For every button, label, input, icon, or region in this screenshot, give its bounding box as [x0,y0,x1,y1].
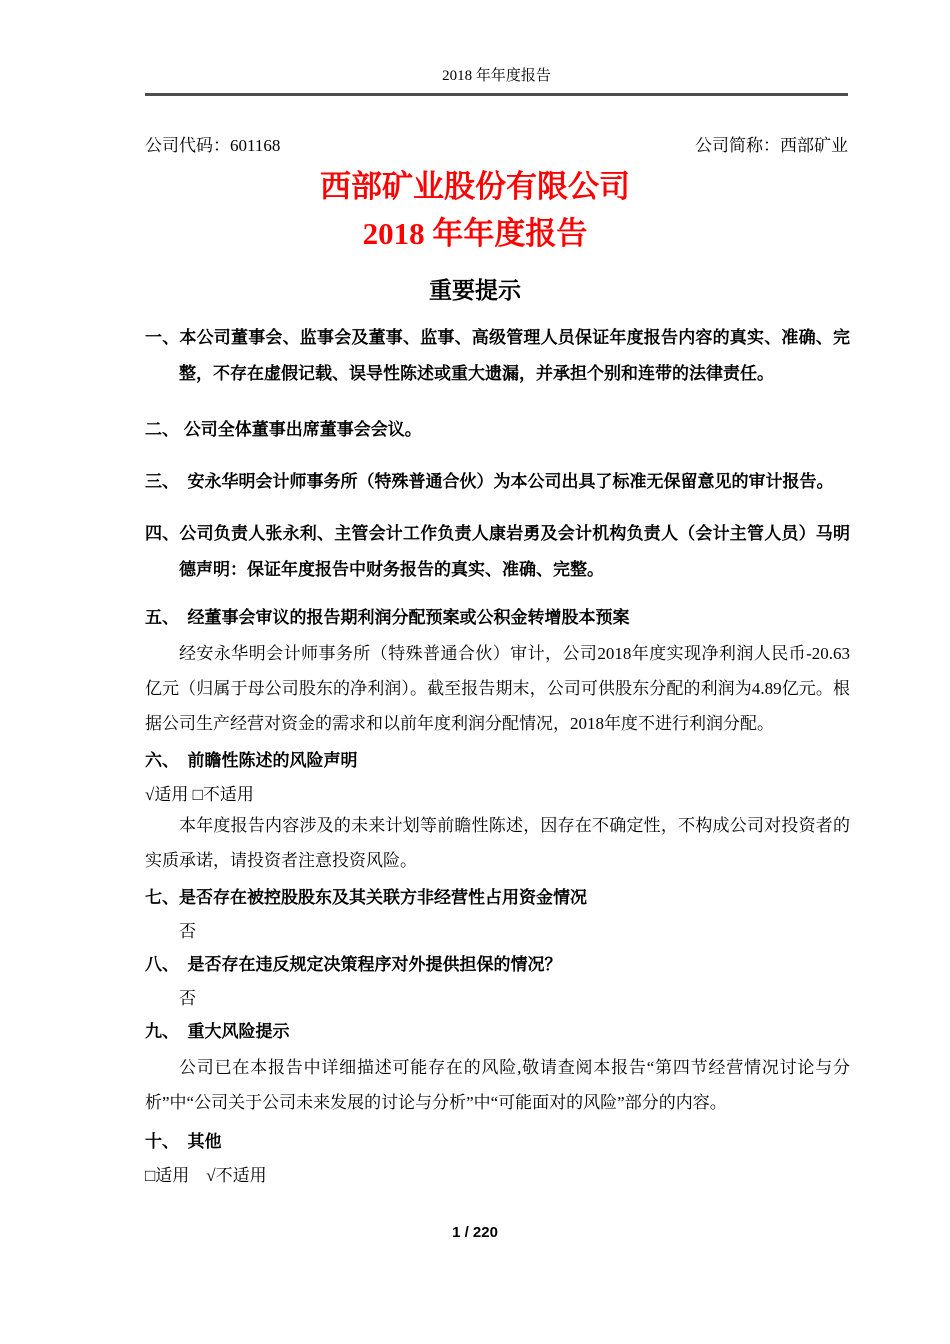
section-2-heading: 二、 公司全体董事出席董事会会议。 [145,420,422,439]
section-5-paragraph: 经安永华明会计师事务所（特殊普通合伙）审计，公司2018年度实现净利润人民币-20.63亿元（归属于母公司股东的净利润）。截至报告期末，公司可供股东分配的利润为4.89亿元。根据公司生产经营对资金的需求和以前年度利润分配情况，2018年度不进行利润分配。 [145,644,850,733]
section-6 [145,743,850,878]
section-7-heading: 七、是否存在被控股股东及其关联方非经营性占用资金情况 [145,888,587,907]
section-9-heading: 九、 重大风险提示 [145,1022,290,1041]
section-4 [145,516,850,588]
page-number: 1 / 220 [452,1224,498,1241]
running-header-text: 2018 年年度报告 [442,68,551,84]
section-6-heading: 六、 前瞻性陈述的风险声明 [145,751,358,770]
section-1 [145,320,850,392]
section-4-heading: 四、公司负责人张永利、主管会计工作负责人康岩勇及会计机构负责人（会计主管人员）马明德声明：保证年度报告中财务报告的真实、准确、完整。 [145,524,850,579]
notice-content [145,320,850,1189]
section-7-answer: 否 [179,922,196,941]
section-10 [145,1124,850,1189]
company-abbr-label: 公司简称：西部矿业 [695,136,848,155]
section-2 [145,412,850,448]
section-9 [145,1014,850,1120]
report-title-line2: 2018 年年度报告 [362,216,588,251]
section-6-paragraph: 本年度报告内容涉及的未来计划等前瞻性陈述，因存在不确定性，不构成公司对投资者的实质承诺，请投资者注意投资风险。 [145,816,850,870]
section-5 [145,600,850,741]
running-header [145,64,848,96]
section-1-heading: 一、本公司董事会、监事会及董事、监事、高级管理人员保证年度报告内容的真实、准确、完整，不存在虚假记载、误导性陈述或重大遗漏，并承担个别和连带的法律责任。 [145,328,850,383]
company-info-row [145,131,848,156]
notice-heading: 重要提示 [429,277,521,303]
section-5-heading: 五、 经董事会审议的报告期利润分配预案或公积金转增股本预案 [145,608,630,627]
report-title [0,163,950,257]
section-7 [145,880,850,945]
section-8-heading: 八、 是否存在违反规定决策程序对外提供担保的情况？ [145,955,562,974]
company-code-label: 公司代码：601168 [145,136,281,155]
section-8-answer: 否 [179,989,196,1008]
section-9-paragraph: 公司已在本报告中详细描述可能存在的风险,敬请查阅本报告“第四节经营情况讨论与分析”中“公司关于公司未来发展的讨论与分析”中“可能面对的风险”部分的内容。 [145,1058,850,1112]
report-title-line1: 西部矿业股份有限公司 [320,169,630,204]
section-8 [145,947,850,1012]
section-3-heading: 三、 安永华明会计师事务所（特殊普通合伙）为本公司出具了标准无保留意见的审计报告。 [145,472,834,491]
section-3 [145,464,850,500]
section-10-heading: 十、 其他 [145,1132,222,1151]
section-6-applicability-row: √适用 □不适用 [145,785,254,804]
section-10-applicability-row: □适用 √不适用 [145,1166,267,1185]
